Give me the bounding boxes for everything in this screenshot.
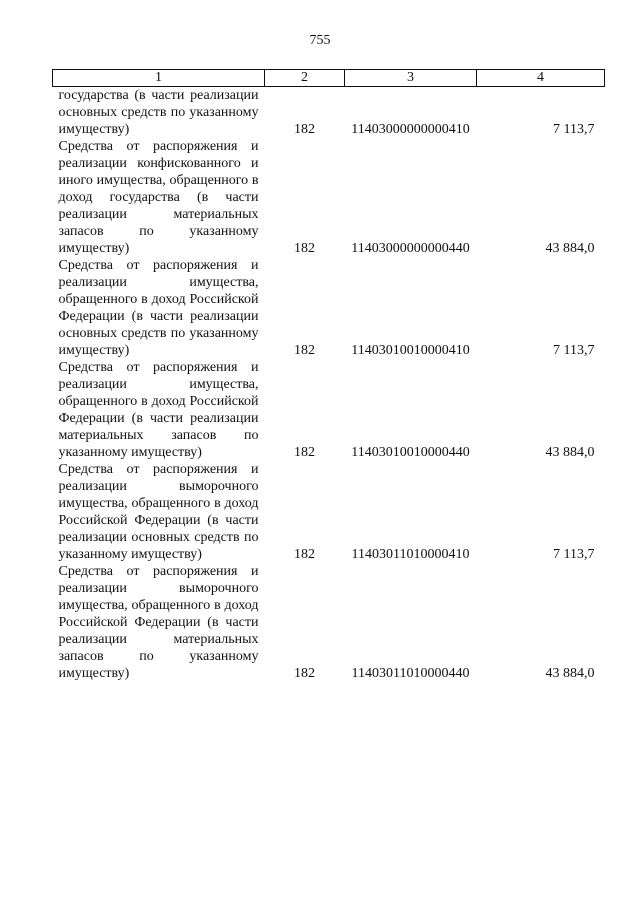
row-amount: 7 113,7	[553, 547, 595, 562]
row-classification-code: 11403000000000410	[351, 122, 470, 137]
table-header	[53, 70, 605, 87]
budget-table	[52, 69, 605, 682]
row-amount: 7 113,7	[553, 122, 595, 137]
row-admin-code: 182	[294, 343, 315, 358]
row-description: Средства от распоряжения и реализации конфискованного и иного имущества, обращенного в доход государства (в части реализации материальных запасов по указанному имуществу)	[58, 139, 259, 256]
row-classification-code: 11403010010000410	[351, 343, 470, 358]
row-amount: 7 113,7	[553, 343, 595, 358]
column-header-1: 1	[53, 70, 265, 87]
row-admin-code: 182	[294, 445, 315, 460]
row-admin-code: 182	[294, 122, 315, 137]
table-row	[53, 461, 605, 563]
row-admin-code: 182	[294, 666, 315, 681]
row-classification-code: 11403011010000410	[351, 547, 470, 562]
row-classification-code: 11403000000000440	[351, 241, 470, 256]
table-row	[53, 87, 605, 139]
table-row	[53, 138, 605, 257]
row-amount: 43 884,0	[545, 241, 595, 256]
table-body	[53, 87, 605, 683]
row-amount: 43 884,0	[545, 445, 595, 460]
header-row	[53, 70, 605, 87]
table-row	[53, 257, 605, 359]
row-description: Средства от распоряжения и реализации имущества, обращенного в доход Российской Федерации (в части реализации основных средств по указанному имуществу)	[58, 258, 259, 358]
row-classification-code: 11403011010000440	[351, 666, 470, 681]
row-admin-code: 182	[294, 241, 315, 256]
table-row	[53, 359, 605, 461]
column-header-3: 3	[345, 70, 477, 87]
row-amount: 43 884,0	[545, 666, 595, 681]
row-description: Средства от распоряжения и реализации имущества, обращенного в доход Российской Федерации (в части реализации материальных запасов по указанному имуществу)	[58, 360, 259, 460]
row-classification-code: 11403010010000440	[351, 445, 470, 460]
page-number: 755	[309, 33, 331, 48]
column-header-2: 2	[265, 70, 345, 87]
row-description: Средства от распоряжения и реализации выморочного имущества, обращенного в доход Российской Федерации (в части реализации основных средств по указанному имуществу)	[58, 462, 259, 562]
row-admin-code: 182	[294, 547, 315, 562]
row-description: Средства от распоряжения и реализации выморочного имущества, обращенного в доход Российской Федерации (в части реализации материальных запасов по указанному имуществу)	[58, 564, 259, 681]
row-description: государства (в части реализации основных средств по указанному имуществу)	[58, 88, 259, 137]
table-row	[53, 563, 605, 682]
column-header-4: 4	[477, 70, 605, 87]
